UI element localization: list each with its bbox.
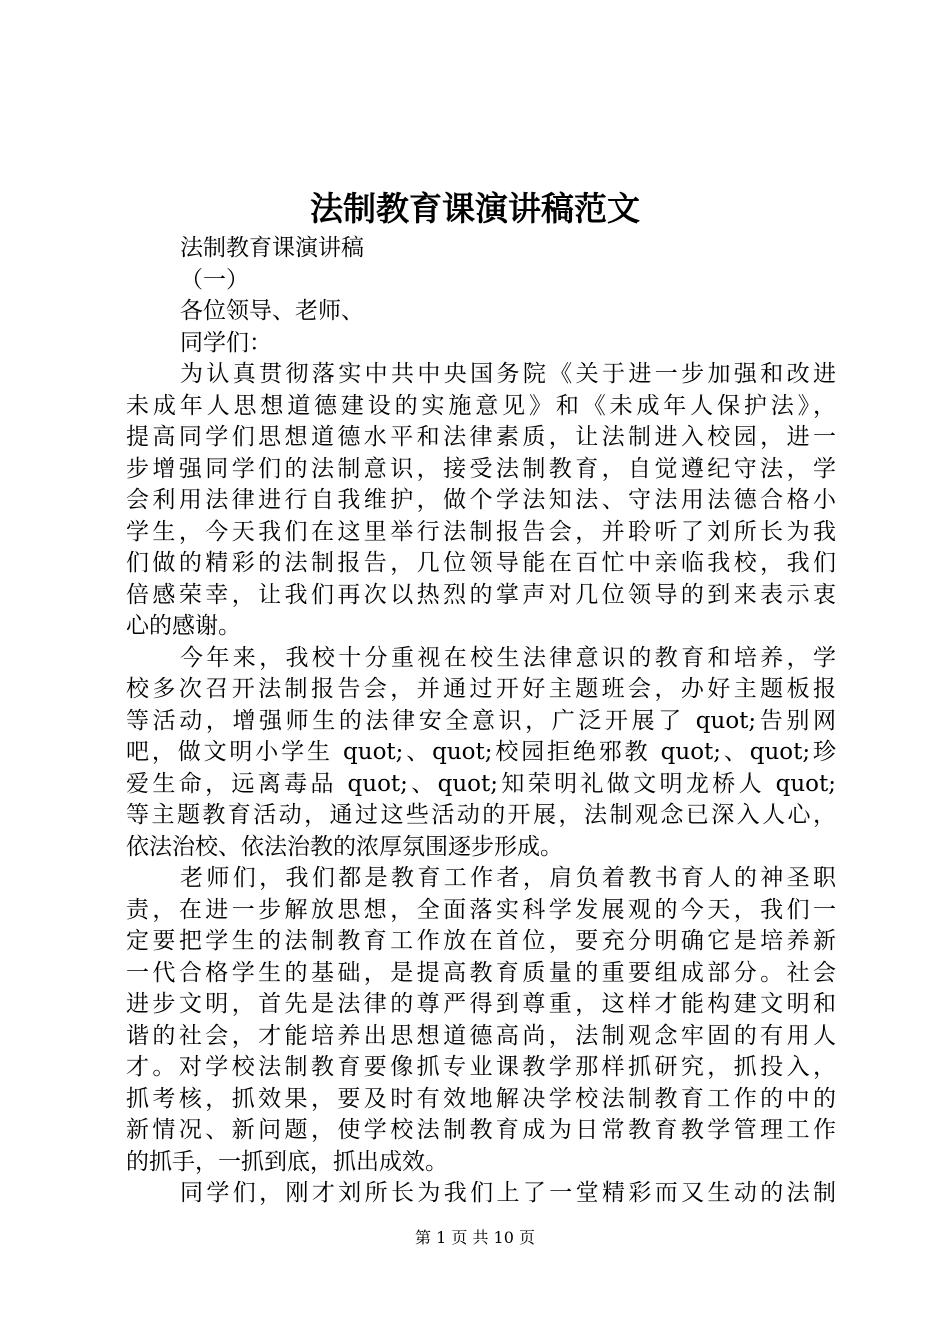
document-title: 法制教育课演讲稿范文: [310, 189, 640, 228]
text-line: 进步文明，首先是法律的尊严得到尊重，这样才能构建文明和: [126, 991, 836, 1017]
text-line: 依法治校、依法治教的浓厚氛围逐步形成。: [126, 833, 563, 860]
text-line: 未成年人思想道德建设的实施意见》和《未成年人保护法》，: [126, 392, 836, 419]
text-line: 学生，今天我们在这里举行法制报告会，并聆听了刘所长为我: [126, 518, 836, 545]
text-line: 谐的社会，才能培养出思想道德高尚，法制观念牢固的有用人: [126, 1022, 836, 1049]
text-line: 心的感谢。: [126, 613, 241, 639]
text-line: 校多次召开法制报告会，并通过开好主题班会，办好主题板报: [126, 676, 836, 702]
text-line: 等主题教育活动，通过这些活动的开展，法制观念已深入人心，: [126, 802, 836, 828]
text-line: 老师们，我们都是教育工作者，肩负着教书育人的神圣职: [180, 865, 836, 891]
text-line: 提高同学们思想道德水平和法律素质，让法制进入校园，进一: [126, 424, 836, 450]
text-line: 吧，做文明小学生 quot;、quot;校园拒绝邪教 quot;、quot;珍: [126, 739, 836, 765]
text-line: 抓考核，抓效果，要及时有效地解决学校法制教育工作的中的: [126, 1085, 836, 1112]
text-line: 爱生命，远离毒品 quot;、quot;知荣明礼做文明龙桥人 quot;: [126, 770, 836, 797]
text-line: 定要把学生的法制教育工作放在首位，要充分明确它是培养新: [126, 928, 836, 954]
text-line: 步增强同学们的法制意识，接受法制教育，自觉遵纪守法，学: [126, 455, 836, 482]
text-line: 同学们，刚才刘所长为我们上了一堂精彩而又生动的法制: [180, 1180, 836, 1206]
text-line: 为认真贯彻落实中共中央国务院《关于进一步加强和改进: [180, 361, 836, 387]
text-line: 同学们：: [180, 329, 272, 356]
document-body: [126, 233, 836, 1210]
text-line: 倍感荣幸，让我们再次以热烈的掌声对几位领导的到来表示衷: [126, 581, 836, 608]
text-line: 等活动，增强师生的法律安全意识，广泛开展了 quot;告别网: [126, 707, 836, 734]
text-line: 法制教育课演讲稿: [180, 235, 364, 261]
text-line: 们做的精彩的法制报告，几位领导能在百忙中亲临我校，我们: [126, 550, 836, 576]
text-line: 一代合格学生的基础，是提高教育质量的重要组成部分。社会: [126, 959, 836, 986]
text-line: 会利用法律进行自我维护，做个学法知法、守法用法德合格小: [126, 487, 836, 513]
text-line: 各位领导、老师、: [180, 298, 364, 324]
page-footer: 第 1 页 共 10 页: [415, 1228, 535, 1247]
text-line: 才。对学校法制教育要像抓专业课教学那样抓研究，抓投入，: [126, 1054, 836, 1080]
text-line: （一）: [180, 266, 249, 293]
text-line: 的抓手，一抓到底，抓出成效。: [126, 1148, 448, 1175]
text-line: 今年来，我校十分重视在校生法律意识的教育和培养，学: [180, 644, 836, 671]
text-line: 新情况、新问题，使学校法制教育成为日常教育教学管理工作: [126, 1117, 836, 1143]
text-line: 责，在进一步解放思想，全面落实科学发展观的今天，我们一: [126, 896, 836, 923]
